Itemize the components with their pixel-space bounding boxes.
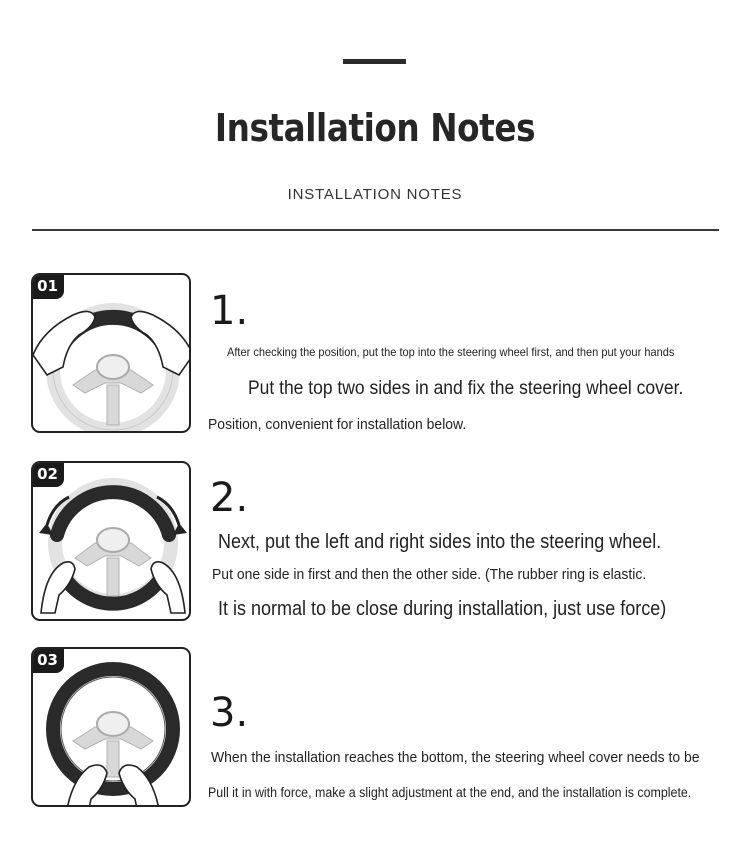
step-2-illustration [31,461,191,621]
step-2-badge: 02 [31,461,64,487]
page-title: Installation Notes [214,106,536,150]
step-1-badge: 01 [31,273,64,299]
step-1-line-2: Put the top two sides in and fix the steering wheel cover. [248,378,684,399]
step-1-line-1: After checking the position, put the top into the steering wheel first, and then put your hands [227,345,675,359]
page-subtitle: INSTALLATION NOTES [287,186,463,203]
step-3-badge: 03 [31,647,64,673]
step-2-number: 2. [210,475,249,521]
step-3-line-1: When the installation reaches the bottom, the steering wheel cover needs to be [211,749,700,766]
step-1-number: 1. [210,288,249,334]
title-accent-bar [343,59,406,64]
step-2-line-1: Next, put the left and right sides into the steering wheel. [218,531,662,553]
step-1-line-3: Position, convenient for installation below. [208,416,467,433]
step-3-number: 3. [210,690,249,736]
step-2-line-2: Put one side in first and then the other side. (The rubber ring is elastic. [212,566,647,583]
step-3-line-2: Pull it in with force, make a slight adjustment at the end, and the installation is complete. [208,785,692,800]
step-3-illustration [31,647,191,807]
step-2-line-3: It is normal to be close during installation, just use force) [218,598,667,620]
header-divider [32,229,719,231]
step-1-illustration [31,273,191,433]
